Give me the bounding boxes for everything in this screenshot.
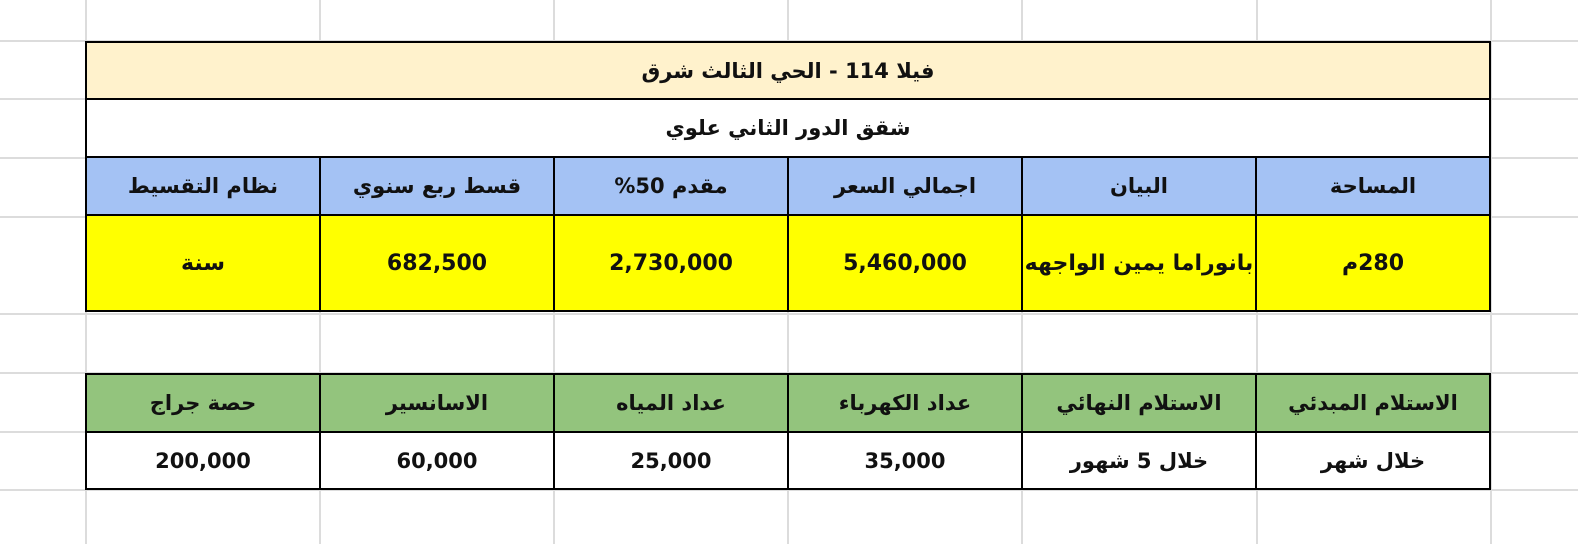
header-cell-electricity-meter[interactable]: عداد الكهرباء	[788, 374, 1022, 432]
header-cell-total-price[interactable]: اجمالي السعر	[788, 157, 1022, 215]
value-cell-quarterly-installment[interactable]: 682,500	[320, 215, 554, 311]
value-cell-final-handover[interactable]: خلال 5 شهور	[1022, 432, 1256, 489]
value-cell-area[interactable]: 280م	[1256, 215, 1490, 311]
price-table	[85, 41, 1491, 312]
title-row	[86, 42, 1490, 99]
header-cell-initial-handover[interactable]: الاستلام المبدئي	[1256, 374, 1490, 432]
value-row	[86, 215, 1490, 311]
header-cell-installment-plan[interactable]: نظام التقسيط	[86, 157, 320, 215]
fees-value-row	[86, 432, 1490, 489]
header-cell-description[interactable]: البيان	[1022, 157, 1256, 215]
value-cell-down-payment[interactable]: 2,730,000	[554, 215, 788, 311]
header-cell-water-meter[interactable]: عداد المياه	[554, 374, 788, 432]
value-cell-water-meter[interactable]: 25,000	[554, 432, 788, 489]
subtitle-row	[86, 99, 1490, 157]
gridline	[0, 313, 1578, 315]
value-cell-total-price[interactable]: 5,460,000	[788, 215, 1022, 311]
fees-table	[85, 373, 1491, 490]
header-cell-final-handover[interactable]: الاستلام النهائي	[1022, 374, 1256, 432]
header-cell-quarterly-installment[interactable]: قسط ربع سنوي	[320, 157, 554, 215]
value-cell-initial-handover[interactable]: خلال شهر	[1256, 432, 1490, 489]
header-cell-area[interactable]: المساحة	[1256, 157, 1490, 215]
header-cell-down-payment[interactable]: مقدم 50%	[554, 157, 788, 215]
header-cell-elevator[interactable]: الاسانسير	[320, 374, 554, 432]
value-cell-description[interactable]: بانوراما يمين الواجهه	[1022, 215, 1256, 311]
villa-title-cell[interactable]: فيلا 114 - الحي الثالث شرق	[86, 42, 1490, 99]
fees-header-row	[86, 374, 1490, 432]
value-cell-elevator[interactable]: 60,000	[320, 432, 554, 489]
value-cell-installment-plan[interactable]: سنة	[86, 215, 320, 311]
floor-subtitle-cell[interactable]: شقق الدور الثاني علوي	[86, 99, 1490, 157]
header-row	[86, 157, 1490, 215]
value-cell-garage-share[interactable]: 200,000	[86, 432, 320, 489]
header-cell-garage-share[interactable]: حصة جراج	[86, 374, 320, 432]
value-cell-electricity-meter[interactable]: 35,000	[788, 432, 1022, 489]
